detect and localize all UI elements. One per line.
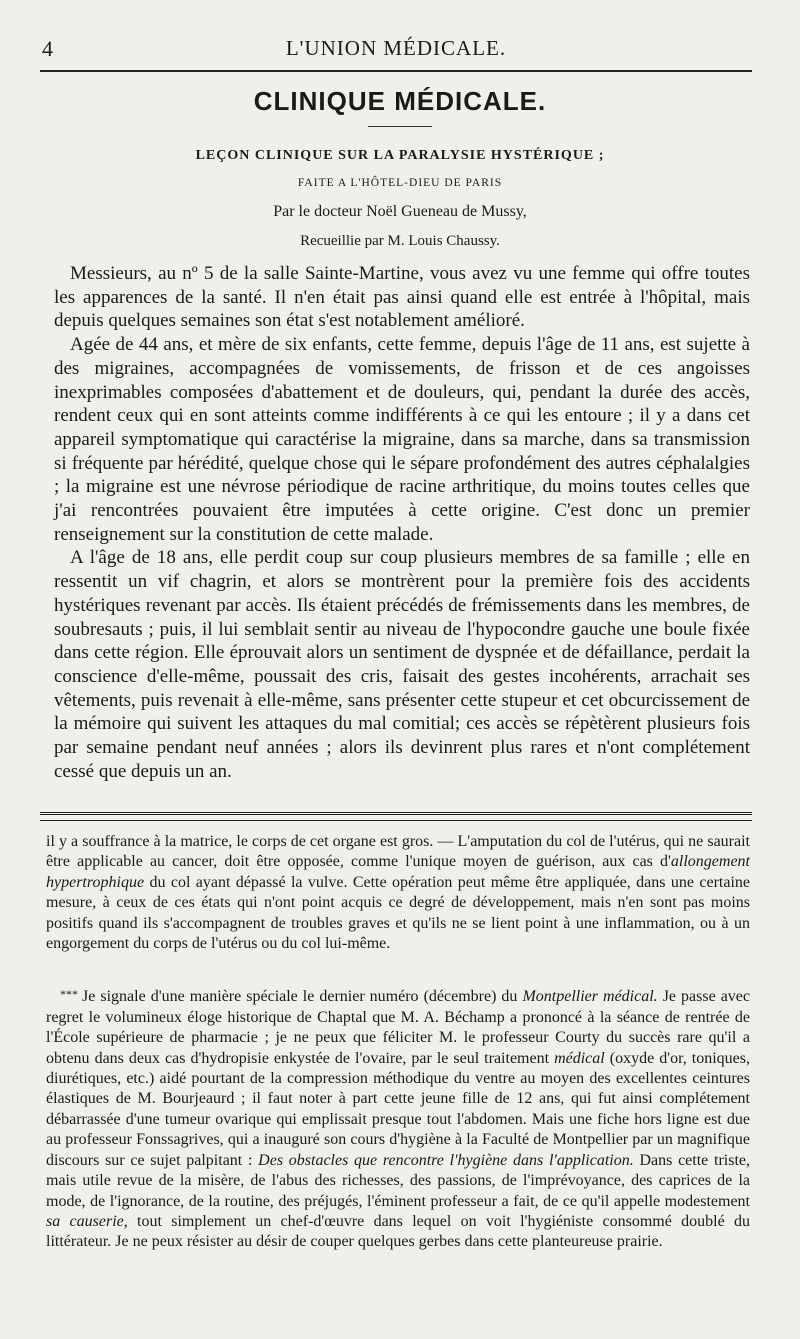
asterism-marker: *** [60,987,83,1002]
article-paragraph: Messieurs, au nº 5 de la salle Sainte-Martine, vous avez vu une femme qui offre toutes les apparences de la santé. Il n'en était pas ainsi quand elle est entrée à l'hôpital, mais depuis quelques semaines son état s'est notablement amélioré. [54,263,750,332]
note-italic: sa causerie, [46,1212,128,1230]
running-head [40,36,752,66]
note-italic: Des obstacles que rencontre l'hygiène dans l'application. [258,1151,634,1169]
feuilleton-italic: allongement hypertrophique [46,853,750,891]
article-paragraph: Agée de 44 ans, et mère de six enfants, cette femme, depuis l'âge de 11 ans, est sujette à des migraines, accompagnées de vomissements, de frisson et de ces angoisses inexprimables composées d'abattement et de douleurs, qui, pendant la durée des accès, rendent ceux qui en sont atteints comme indifférents à ce qui les entoure ; il y a dans cet appareil symptomatique qui caractérise la migraine, dans sa marche, dans sa transmission si fréquente par hérédité, quelque chose qui le sépare profondément des autres céphalalgies ; la migraine est une névrose périodique de racine arthritique, du moins toutes celles que j'ai rencontrées pouvaient être imputées à cette origine. C'est donc un premier renseignement sur la constitution de cette malade. [54,334,750,545]
feuilleton-separator-thin [40,820,752,821]
section-title: CLINIQUE MÉDICALE. [253,86,547,116]
article-paragraph: A l'âge de 18 ans, elle perdit coup sur coup plusieurs membres de sa famille ; elle en ressentit un vif chagrin, et alors se montrèrent pour la première fois des accidents hystériques revenant par accès. Ils étaient précédés de frémissements dans les membres, de soubresauts ; puis, il lui semblait sentir au niveau de l'hypocondre gauche une boule fixée dans cette région. Elle éprouvait alors un sentiment de dyspnée et de défaillance, perdait la conscience d'elle-même, poussait des cris, faisait des gestes incohérents, arrachait ses vêtements, puis revenait à elle-même, sans présenter cette stupeur et cet obcurcissement de la mémoire qui suivent les attaques du mal comitial; ces accès se répètèrent plusieurs fois par semaine pendant neuf années ; alors ils devinrent plus rares et n'ont complétement cessé que depuis un an. [54,547,750,782]
note-text: tout simplement un chef-d'œuvre dans lequel on voit l'hygiéniste consommé doublé du littérateur. Je ne peux résister au désir de couper quelques gerbes dans cette planteureuse prairie. [46,1212,751,1251]
feuilleton-paragraph [46,832,750,954]
feuilleton-note [46,984,750,1252]
author-line: Par le docteur Noël Gueneau de Mussy, [273,203,527,220]
lecture-title: LEÇON CLINIQUE SUR LA PARALYSIE HYSTÉRIQUE ; [195,148,605,163]
note-text: Je passe avec regret le volumineux éloge historique de Chaptal que M. A. Béchamp a prononcé à la séance de rentrée de l'École supérieure de pharmacie ; je ne peux que féliciter M. le professeur Courty du succès rare qu'il a obtenu dans deux cas d'hydropisie enkystée de l'ovaire, par le seul traitement [46,988,751,1067]
note-italic: médical [554,1049,605,1067]
header-rule [40,70,752,72]
title-underline [368,126,432,127]
feuilleton-section [46,832,750,1253]
lecture-subtitle: FAITE A L'HÔTEL-DIEU DE PARIS [297,177,503,189]
note-text: Dans cette triste, mais utile revue de la misère, de l'abus des richesses, des passions, de l'imprévoyance, des caprices de la mode, de l'ignorance, de la routine, des préjugés, l'éminent professeur a fait, de ce qu'il appelle modestement [46,1151,750,1210]
note-text: Je signale d'une manière spéciale le dernier numéro (décembre) du [82,988,523,1006]
recorder-line: Recueillie par M. Louis Chaussy. [300,233,500,249]
feuilleton-text: du col ayant dépassé la vulve. Cette opération peut même être appliquée, dans une certaine mesure, à ceux de ces états qui n'ont point acquis ce degré de développement, mais n'en sont pas moins positifs quand ils s'accompagnent de troubles graves et qu'ils ne se lient point à une inflammation, ou à un engorgement du corps de l'utérus ou du col lui-même. [46,873,750,953]
article-body [54,262,750,783]
feuilleton-text: il y a souffrance à la matrice, le corps de cet organe est gros. — L'amputation du col de l'utérus, qui ne saurait être applicable au cancer, doit être opposée, comme l'unique moyen de guérison, aux cas d' [46,833,750,871]
journal-title: L'UNION MÉDICALE. [285,36,507,60]
page-number: 4 [42,36,53,61]
note-italic: Montpellier médical. [522,988,658,1006]
feuilleton-separator [40,812,752,815]
note-text: (oxyde d'or, toniques, diurétiques, etc.) aidé pourtant de la compression méthodique du ventre au moyen des excellentes ceintures élastiques de M. Bourjeaurd ; il faut noter à part cette jeune fille de 12 ans, qui fut ainsi complétement débarrassée d'une tumeur ovarique qui emplissait presque tout l'abdomen. Mais une fiche hors ligne est due au professeur Fonssagrives, qui a inauguré son cours d'hygiène à la Faculté de Montpellier par un magnifique discours sur ce sujet palpitant : [46,1049,751,1169]
